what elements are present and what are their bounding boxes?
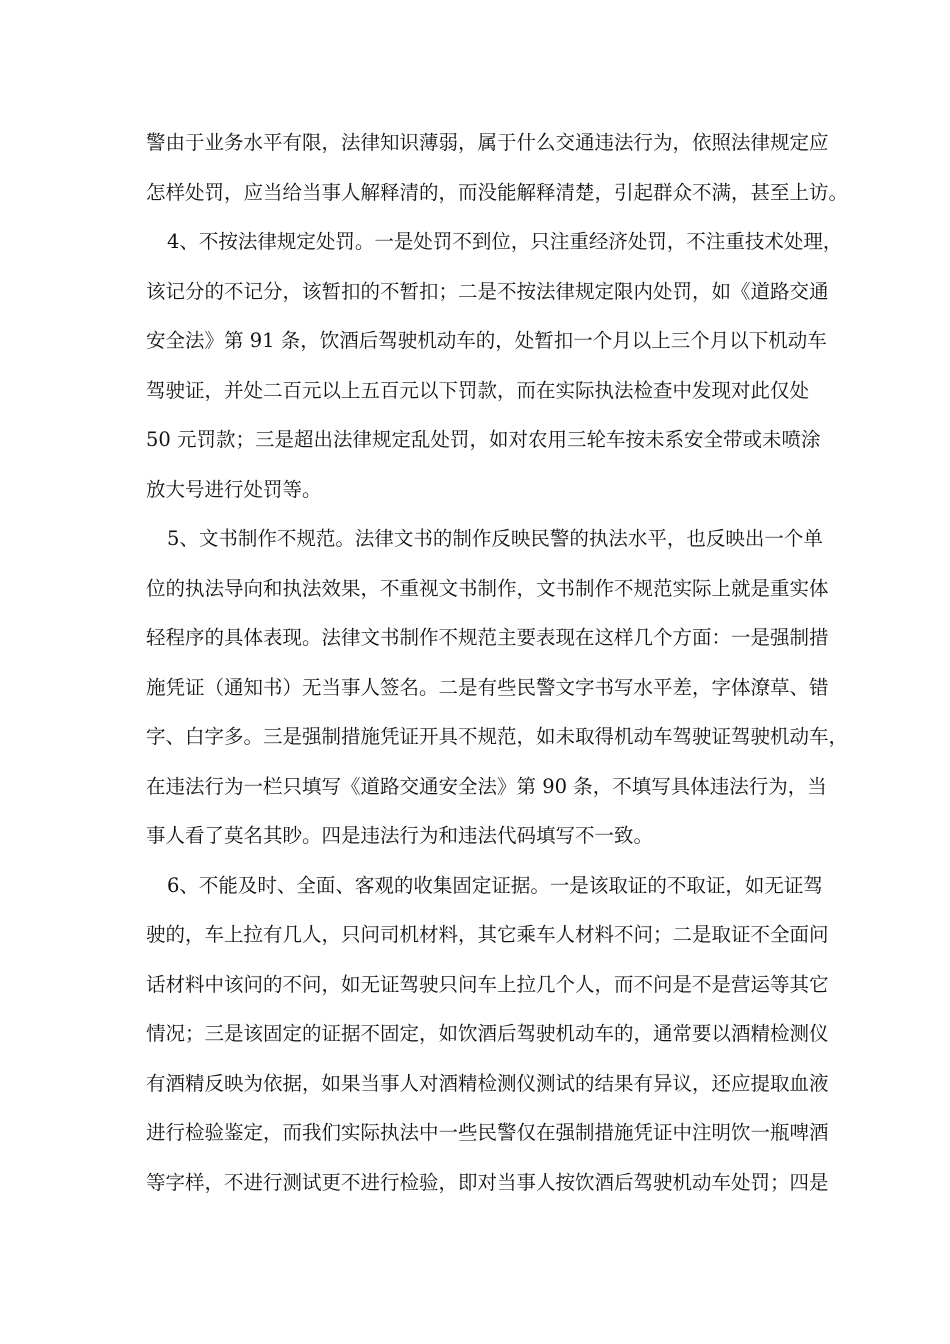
text-line: 怎样处罚，应当给当事人解释清的，而没能解释清楚，引起群众不满，甚至上访。 [146, 180, 849, 204]
paragraph-start-line: 5、文书制作不规范。法律文书的制作反映民警的执法水平，也反映出一个单 [167, 527, 823, 550]
text-line: 等字样，不进行测试更不进行检验，即对当事人按饮酒后驾驶机动车处罚；四是 [146, 1170, 829, 1194]
text-line: 警由于业务水平有限，法律知识薄弱，属于什么交通违法行为，依照法律规定应 [146, 131, 829, 154]
text-line: 有酒精反映为依据，如果当事人对酒精检测仪测试的结果有异议，还应提取血液 [146, 1071, 829, 1095]
text-line: 话材料中该问的不问，如无证驾驶只问车上拉几个人，而不问是不是营运等其它 [146, 972, 829, 996]
text-line: 驾驶证，并处二百元以上五百元以下罚款，而在实际执法检查中发现对此仅处 [146, 378, 810, 402]
text-line: 事人看了莫名其眇。四是违法行为和违法代码填写不一致。 [146, 824, 654, 847]
text-line: 50 元罚款；三是超出法律规定乱处罚，如对农用三轮车按未系安全带或未喷涂 [146, 428, 821, 451]
text-line: 放大号进行处罚等。 [146, 477, 322, 501]
text-line: 安全法》第 91 条，饮酒后驾驶机动车的，处暂扣一个月以上三个月以下机动车 [146, 329, 827, 352]
text-line: 在违法行为一栏只填写《道路交通安全法》第 90 条，不填写具体违法行为，当 [146, 774, 827, 798]
text-line: 轻程序的具体表现。法律文书制作不规范主要表现在这样几个方面：一是强制措 [146, 626, 829, 649]
text-line: 情况；三是该固定的证据不固定，如饮酒后驾驶机动车的，通常要以酒精检测仪 [146, 1022, 829, 1045]
paragraph-start-line: 6、不能及时、全面、客观的收集固定证据。一是该取证的不取证，如无证驾 [167, 873, 823, 897]
text-line: 进行检验鉴定，而我们实际执法中一些民警仅在强制措施凭证中注明饮一瓶啤酒 [146, 1121, 829, 1144]
paragraph-start-line: 4、不按法律规定处罚。一是处罚不到位，只注重经济处罚，不注重技术处理， [167, 230, 843, 253]
text-line: 字、白字多。三是强制措施凭证开具不规范，如未取得机动车驾驶证驾驶机动车， [146, 725, 849, 748]
text-line: 该记分的不记分，该暂扣的不暂扣；二是不按法律规定限内处罚，如《道路交通 [146, 279, 829, 303]
text-line: 施凭证（通知书）无当事人签名。二是有些民警文字书写水平差，字体潦草、错 [146, 675, 829, 699]
text-line: 位的执法导向和执法效果，不重视文书制作，文书制作不规范实际上就是重实体 [146, 576, 829, 600]
text-line: 驶的，车上拉有几人，只问司机材料，其它乘车人材料不问；二是取证不全面问 [146, 923, 829, 946]
body-text [146, 118, 849, 1207]
